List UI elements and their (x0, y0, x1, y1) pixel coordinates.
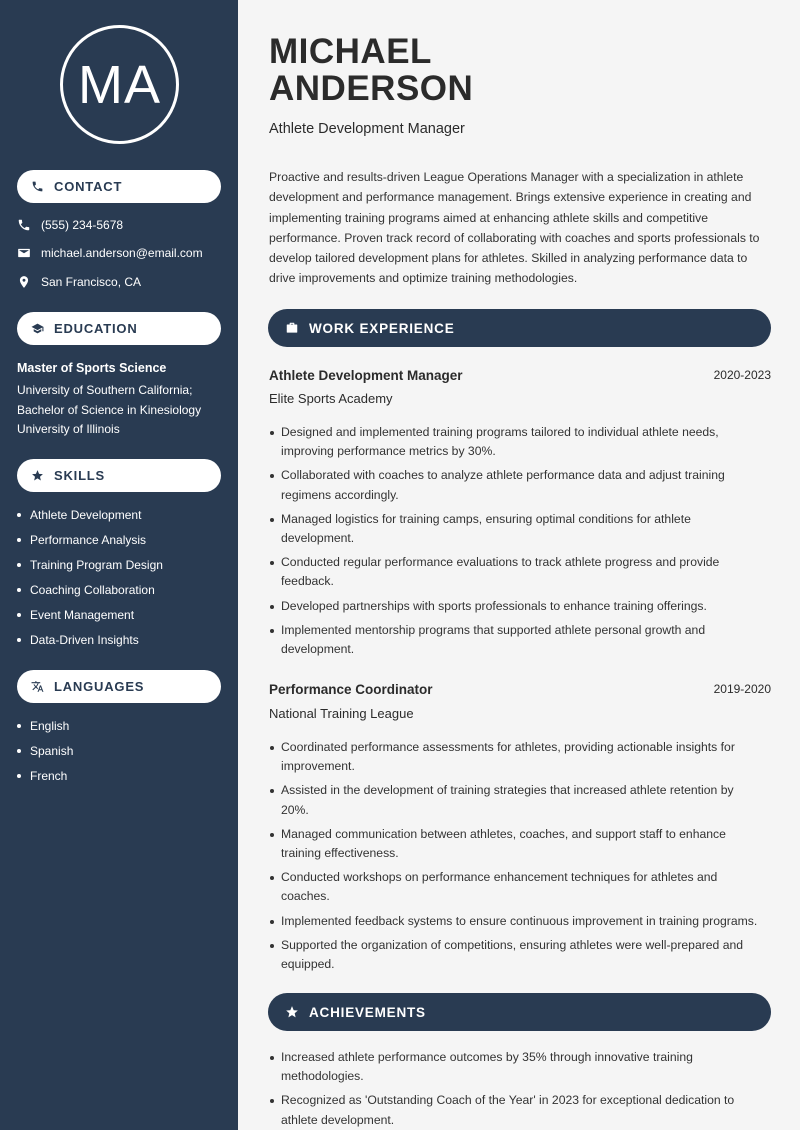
email-text[interactable]: michael.anderson@email.com (41, 246, 203, 260)
name-first: MICHAEL (269, 32, 432, 71)
skill-item: Data-Driven Insights (17, 627, 163, 652)
phone-icon (31, 180, 44, 193)
skill-item: Coaching Collaboration (17, 577, 163, 602)
list-item: Designed and implemented training programs tailored to individual athlete needs, improving performance metrics by 30%. (269, 423, 764, 461)
job-2-bullets (269, 738, 764, 979)
location-text: San Francisco, CA (41, 275, 142, 289)
list-item: Conducted workshops on performance enhancement techniques for athletes and coaches. (269, 868, 764, 906)
job-1-dates: 2020-2023 (713, 368, 771, 382)
language-item: English (17, 713, 73, 738)
languages-heading-label: LANGUAGES (54, 679, 145, 694)
languages-list (17, 713, 73, 788)
profile-summary: Proactive and results-driven League Operations Manager with a specialization in athlete development and performance management. Brings extensive experience in creating and implementing training programs aimed at enhancing athlete skills and competitive performance. Proven track record of collaborating with coaches and sports professionals to develop tailored development plans for athletes. Skilled in analyzing performance data to drive improvements and optimize training methodologies. (269, 170, 760, 286)
skills-list (17, 502, 163, 652)
skill-item: Event Management (17, 602, 163, 627)
language-item: Spanish (17, 738, 73, 763)
pin-icon (17, 275, 31, 289)
list-item: Assisted in the development of training strategies that increased athlete retention by 20%. (269, 781, 764, 819)
briefcase-icon (285, 321, 299, 335)
list-item: Developed partnerships with sports professionals to enhance training offerings. (269, 597, 764, 616)
sidebar (0, 0, 238, 1130)
skills-heading-label: SKILLS (54, 468, 106, 483)
job-1-title: Athlete Development Manager (269, 368, 463, 383)
name-last: ANDERSON (269, 69, 474, 108)
achievements-heading-label: ACHIEVEMENTS (309, 1004, 426, 1020)
contact-heading-label: CONTACT (54, 179, 123, 194)
list-item: Collaborated with coaches to analyze athlete performance data and adjust training regimens accordingly. (269, 466, 764, 504)
contact-location (17, 275, 141, 289)
skill-item: Performance Analysis (17, 527, 163, 552)
skills-heading (17, 459, 221, 492)
graduation-cap-icon (31, 322, 44, 335)
skill-item: Athlete Development (17, 502, 163, 527)
list-item: Conducted regular performance evaluations to track athlete progress and provide feedback. (269, 553, 764, 591)
achievements-heading (268, 993, 771, 1031)
list-item: Increased athlete performance outcomes by 35% through innovative training methodologies. (269, 1048, 764, 1086)
work-heading-label: WORK EXPERIENCE (309, 320, 455, 336)
work-experience-heading (268, 309, 771, 347)
job-2-company: National Training League (269, 706, 414, 721)
mail-icon (17, 246, 31, 260)
language-item: French (17, 763, 73, 788)
phone-icon (17, 218, 31, 232)
job-2-title: Performance Coordinator (269, 682, 433, 697)
star-icon (31, 469, 44, 482)
phone-text: (555) 234-5678 (41, 218, 124, 232)
list-item: Managed logistics for training camps, ensuring optimal conditions for athlete development. (269, 510, 764, 548)
star-icon (285, 1005, 299, 1019)
contact-heading (17, 170, 221, 203)
achievements-list (269, 1048, 764, 1130)
contact-phone (17, 218, 123, 232)
job-title-header: Athlete Development Manager (269, 121, 465, 137)
education-details: University of Southern California; Bachelor of Science in Kinesiology University of Illinois (17, 383, 202, 436)
education-degree: Master of Sports Science (17, 361, 167, 375)
list-item: Recognized as 'Outstanding Coach of the Year' in 2023 for exceptional dedication to athlete development. (269, 1091, 764, 1129)
translate-icon (31, 680, 44, 693)
candidate-name (269, 33, 473, 107)
list-item: Implemented feedback systems to ensure continuous improvement in training programs. (269, 912, 764, 931)
list-item: Implemented mentorship programs that supported athlete personal growth and development. (269, 621, 764, 659)
monogram-avatar: MA (60, 25, 179, 144)
job-2-dates: 2019-2020 (713, 682, 771, 696)
skill-item: Training Program Design (17, 552, 163, 577)
contact-email (17, 246, 203, 260)
education-heading-label: EDUCATION (54, 321, 138, 336)
education-heading (17, 312, 221, 345)
job-1-bullets (269, 423, 764, 664)
list-item: Coordinated performance assessments for athletes, providing actionable insights for improvement. (269, 738, 764, 776)
list-item: Managed communication between athletes, coaches, and support staff to enhance training effectiveness. (269, 825, 764, 863)
list-item: Supported the organization of competitions, ensuring athletes were well-prepared and equipped. (269, 936, 764, 974)
job-1-company: Elite Sports Academy (269, 391, 393, 406)
languages-heading (17, 670, 221, 703)
